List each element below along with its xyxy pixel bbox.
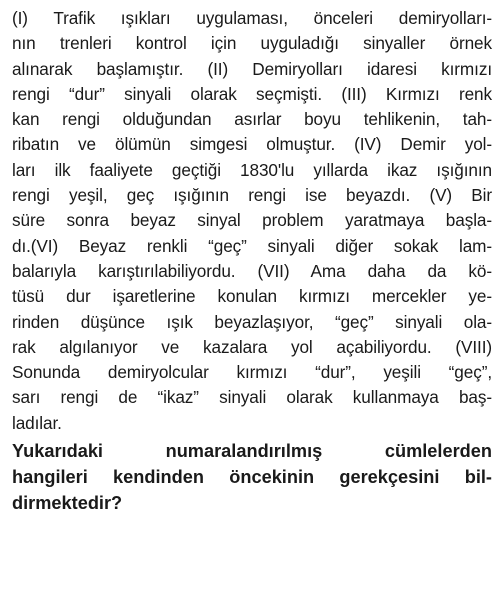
passage-line: (I) Trafik ışıkları uygulaması, önceleri demiryolları- bbox=[12, 8, 492, 28]
passage-line: tüsü dur işaretlerine konulan kırmızı mercekler ye- bbox=[12, 286, 492, 307]
passage-line: süre sonra beyaz sinyal problem yaratmaya başla- bbox=[12, 210, 492, 231]
question-line: Yukarıdaki numaralandırılmış cümlelerden bbox=[12, 441, 492, 462]
question-text bbox=[12, 438, 492, 516]
passage-line: Sonunda demiryolcular kırmızı “dur”, yeşili “geç”, bbox=[12, 362, 492, 383]
passage-line: alınarak başlamıştır. (II) Demiryolları idaresi kırmızı bbox=[12, 58, 492, 79]
passage-line: balarıyla karıştırılabiliyordu. (VII) Ama daha da kö- bbox=[12, 260, 492, 281]
passage-line: dı.(VI) Beyaz renkli “geç” sinyali diğer sokak lam- bbox=[12, 235, 492, 256]
passage-line: sarı rengi de “ikaz” sinyali olarak kullanmaya baş- bbox=[12, 387, 492, 408]
passage-line: rengi yeşil, geç ışığının rengi ise beyazdı. (V) Bir bbox=[12, 185, 492, 206]
passage-line: rak algılanıyor ve kazalara yol açabiliyordu. (VIII) bbox=[12, 336, 492, 357]
passage-line: nın trenleri kontrol için uyguladığı sinyaller örnek bbox=[12, 33, 492, 54]
passage-line: ladılar. bbox=[12, 412, 62, 433]
question-line: dirmektedir? bbox=[12, 493, 123, 514]
passage-line: rinden düşünce ışık beyazlaşıyor, “geç” sinyali ola- bbox=[12, 311, 492, 332]
passage-text bbox=[12, 6, 492, 436]
passage-line: ribatın ve ölümün simgesi olmuştur. (IV) Demir yol- bbox=[12, 134, 492, 155]
passage-line: ları ilk faaliyete geçtiği 1830'lu yıllarda ikaz ışığının bbox=[12, 159, 492, 180]
passage-line: kan rengi olduğundan asırlar boyu tehlikenin, tah- bbox=[12, 109, 492, 130]
question-line: hangileri kendinden öncekinin gerekçesini bil- bbox=[12, 467, 492, 488]
passage-line: rengi “dur” sinyali olarak seçmişti. (III) Kırmızı renk bbox=[12, 83, 492, 104]
